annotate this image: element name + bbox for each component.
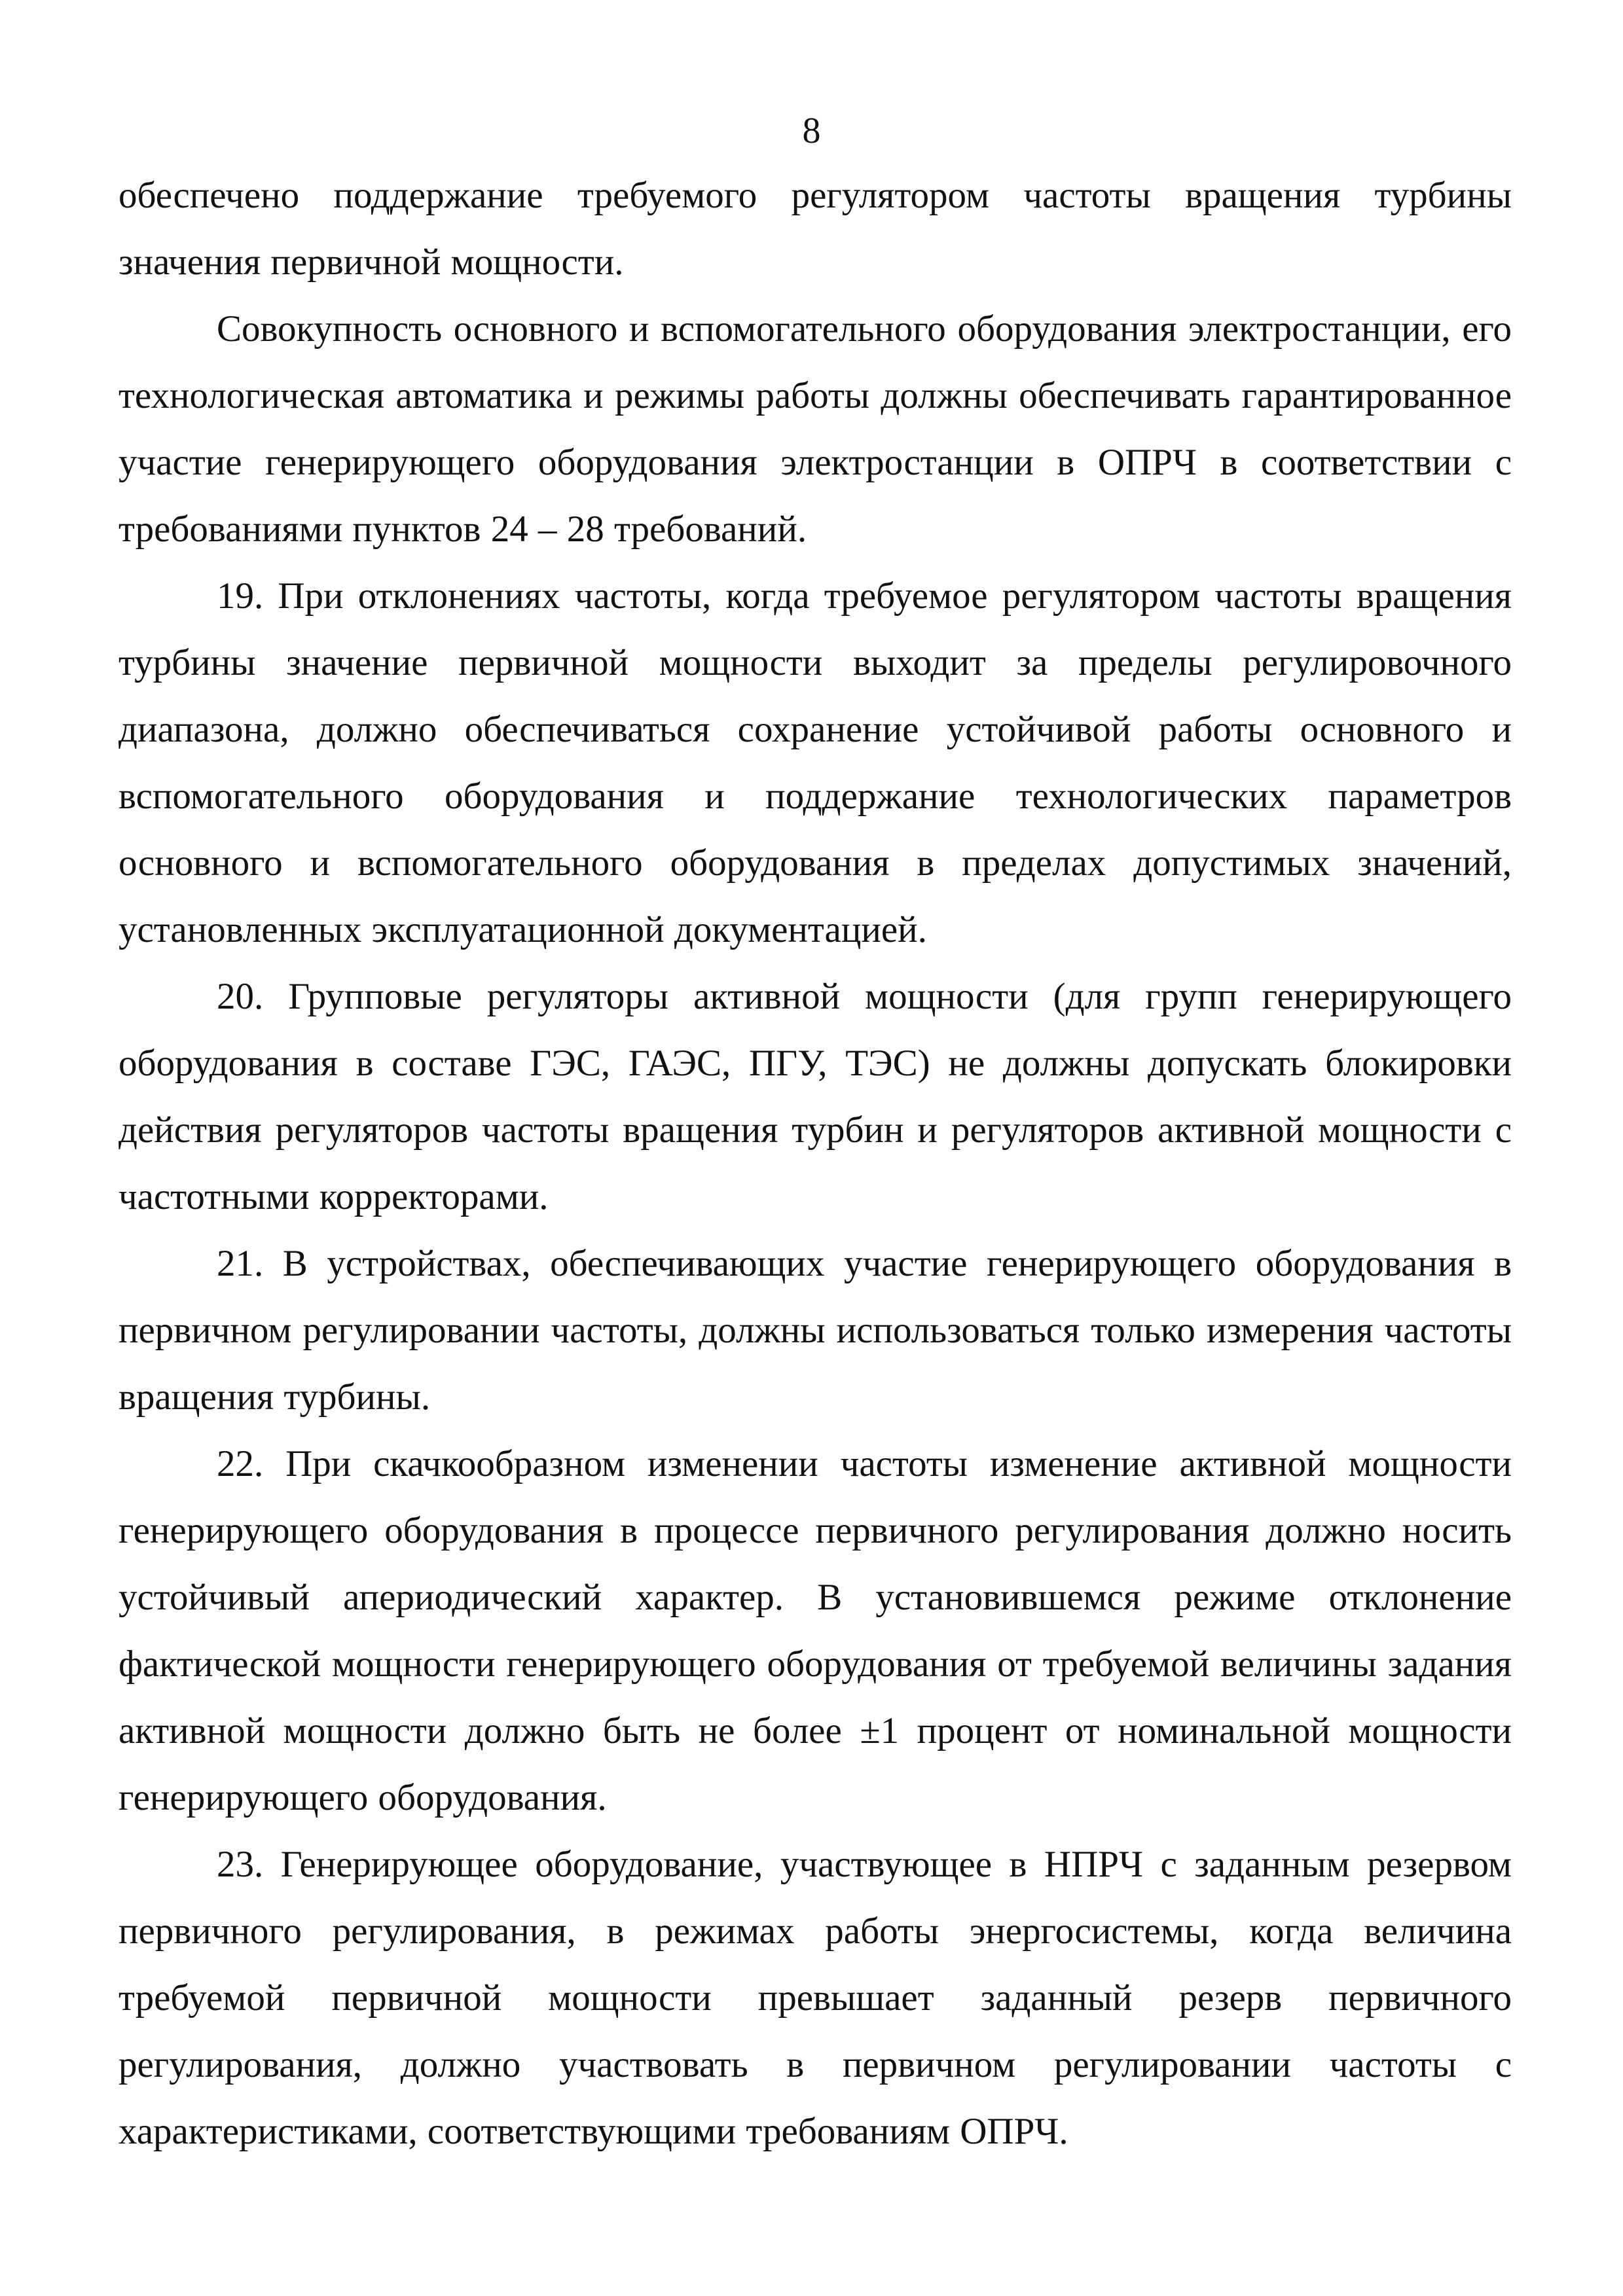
paragraph-item-23: 23. Генерирующее оборудование, участвующее в НПРЧ с заданным резервом первичного регулирования, в режимах работы энергосистемы, когда величина требуемой первичной мощности превышает заданный резерв первичного регулирования, должно участвовать в первичном регулировании частоты с характеристиками, соответствующими требованиям ОПРЧ. <box>119 1844 1512 2152</box>
paragraph-item-22: 22. При скачкообразном изменении частоты изменение активной мощности генерирующего оборудования в процессе первичного регулирования должно носить устойчивый апериодический характер. В установившемся режиме отклонение фактической мощности генерирующего оборудования от требуемой величины задания активной мощности должно быть не более ±1 процент от номинальной мощности генерирующего оборудования. <box>119 1443 1512 1818</box>
paragraph-item-20: 20. Групповые регуляторы активной мощности (для групп генерирующего оборудования в составе ГЭС, ГАЭС, ПГУ, ТЭС) не должны допускать блокировки действия регуляторов частоты вращения турбин и регуляторов активной мощности с частотными корректорами. <box>119 976 1512 1217</box>
document-body <box>119 162 1512 2165</box>
paragraph-item-21: 21. В устройствах, обеспечивающих участие генерирующего оборудования в первичном регулировании частоты, должны использоваться только измерения частоты вращения турбины. <box>119 1243 1512 1418</box>
paragraph-equipment-aggregate: Совокупность основного и вспомогательного оборудования электростанции, его технологическая автоматика и режимы работы должны обеспечивать гарантированное участие генерирующего оборудования электростанции в ОПРЧ в соответствии с требованиями пунктов 24 – 28 требований. <box>119 308 1512 550</box>
paragraph-continuation: обеспечено поддержание требуемого регулятором частоты вращения турбины значения первичной мощности. <box>119 175 1512 283</box>
paragraph-item-19: 19. При отклонениях частоты, когда требуемое регулятором частоты вращения турбины значение первичной мощности выходит за пределы регулировочного диапазона, должно обеспечиваться сохранение устойчивой работы основного и вспомогательного оборудования и поддержание технологических параметров основного и вспомогательного оборудования в пределах допустимых значений, установленных эксплуатационной документацией. <box>119 575 1512 950</box>
page-number: 8 <box>802 111 821 151</box>
